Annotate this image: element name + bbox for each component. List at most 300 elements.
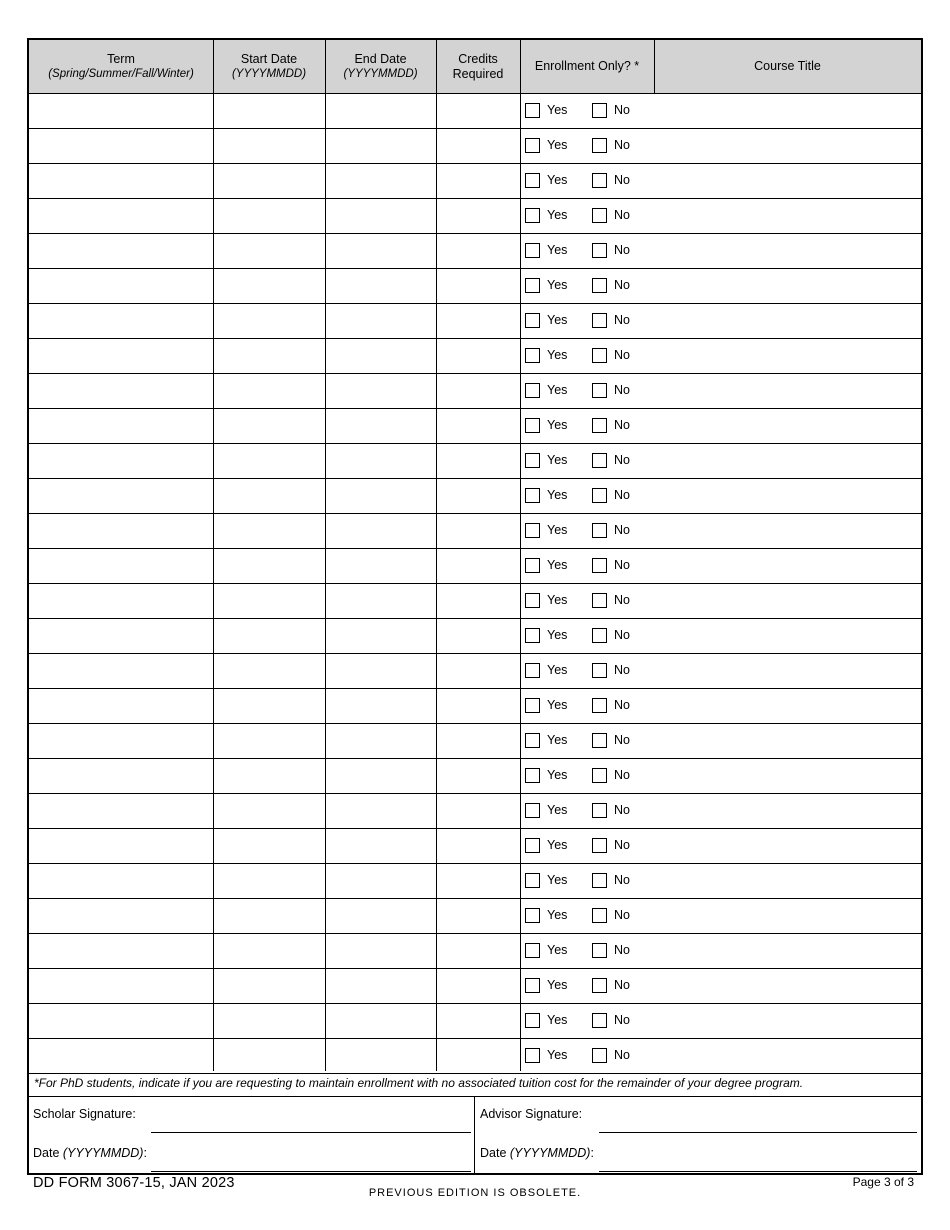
table-row	[29, 1039, 921, 1074]
term-cell[interactable]	[29, 934, 213, 968]
enrollment-yes-label: Yes	[547, 208, 568, 222]
enrollment-yes-label: Yes	[547, 803, 568, 817]
course-title-cell[interactable]	[654, 514, 921, 548]
course-title-cell[interactable]	[654, 829, 921, 863]
enrollment-yes-checkbox[interactable]	[525, 978, 540, 993]
term-cell[interactable]	[29, 444, 213, 478]
credits-cell[interactable]	[436, 199, 520, 233]
header-term	[29, 40, 213, 93]
table-row	[29, 934, 921, 969]
enrollment-no-checkbox[interactable]	[592, 943, 607, 958]
edition-note: PREVIOUS EDITION IS OBSOLETE.	[368, 1187, 582, 1199]
course-title-cell[interactable]	[654, 409, 921, 443]
enrollment-yes-checkbox[interactable]	[525, 768, 540, 783]
header-credits-label: Credits	[458, 51, 498, 66]
header-term-sub: (Spring/Summer/Fall/Winter)	[48, 67, 194, 80]
table-row	[29, 1004, 921, 1039]
term-cell[interactable]	[29, 339, 213, 373]
end-date-cell[interactable]	[325, 689, 436, 723]
enrollment-yes-checkbox[interactable]	[525, 558, 540, 573]
enrollment-yes-checkbox[interactable]	[525, 838, 540, 853]
enrollment-yes-label: Yes	[547, 768, 568, 782]
end-date-cell[interactable]	[325, 304, 436, 338]
credits-cell[interactable]	[436, 304, 520, 338]
enrollment-no-checkbox[interactable]	[592, 488, 607, 503]
enrollment-yes-checkbox[interactable]	[525, 803, 540, 818]
end-date-cell[interactable]	[325, 759, 436, 793]
enrollment-yes-label: Yes	[547, 978, 568, 992]
enrollment-no-label: No	[614, 978, 630, 992]
table-header	[29, 40, 921, 94]
end-date-cell[interactable]	[325, 374, 436, 408]
credits-cell[interactable]	[436, 129, 520, 163]
enrollment-no-label: No	[614, 873, 630, 887]
start-date-cell[interactable]	[213, 479, 325, 513]
term-cell[interactable]	[29, 129, 213, 163]
enrollment-no-checkbox[interactable]	[592, 208, 607, 223]
advisor-signature-block	[476, 1097, 921, 1175]
course-title-cell[interactable]	[654, 934, 921, 968]
credits-cell[interactable]	[436, 269, 520, 303]
table-row	[29, 654, 921, 689]
course-title-cell[interactable]	[654, 689, 921, 723]
enrollment-yes-checkbox[interactable]	[525, 313, 540, 328]
credits-cell[interactable]	[436, 864, 520, 898]
end-date-cell[interactable]	[325, 199, 436, 233]
enrollment-yes-label: Yes	[547, 838, 568, 852]
enrollment-no-label: No	[614, 663, 630, 677]
enrollment-no-checkbox[interactable]	[592, 453, 607, 468]
scholar-date-format: (YYYYMMDD)	[62, 1146, 144, 1160]
term-cell[interactable]	[29, 199, 213, 233]
end-date-cell[interactable]	[325, 409, 436, 443]
table-row	[29, 514, 921, 549]
credits-cell[interactable]	[436, 234, 520, 268]
end-date-cell[interactable]	[325, 514, 436, 548]
enrollment-yes-label: Yes	[547, 593, 568, 607]
end-date-cell[interactable]	[325, 444, 436, 478]
course-title-cell[interactable]	[654, 759, 921, 793]
term-cell[interactable]	[29, 724, 213, 758]
table-row	[29, 724, 921, 759]
enrollment-no-label: No	[614, 383, 630, 397]
term-cell[interactable]	[29, 1039, 213, 1073]
credits-cell[interactable]	[436, 794, 520, 828]
enrollment-no-checkbox[interactable]	[592, 628, 607, 643]
enrollment-no-label: No	[614, 243, 630, 257]
end-date-cell[interactable]	[325, 479, 436, 513]
enrollment-yes-checkbox[interactable]	[525, 173, 540, 188]
enrollment-yes-checkbox[interactable]	[525, 698, 540, 713]
start-date-cell[interactable]	[213, 199, 325, 233]
term-cell[interactable]	[29, 234, 213, 268]
enrollment-no-label: No	[614, 1048, 630, 1062]
scholar-signature-label: Scholar Signature:	[33, 1107, 136, 1121]
start-date-cell[interactable]	[213, 864, 325, 898]
table-row	[29, 619, 921, 654]
term-cell[interactable]	[29, 899, 213, 933]
table-row	[29, 304, 921, 339]
start-date-cell[interactable]	[213, 514, 325, 548]
term-cell[interactable]	[29, 479, 213, 513]
enrollment-no-label: No	[614, 453, 630, 467]
enrollment-yes-label: Yes	[547, 103, 568, 117]
enrollment-yes-label: Yes	[547, 908, 568, 922]
start-date-cell[interactable]	[213, 129, 325, 163]
end-date-cell[interactable]	[325, 234, 436, 268]
enrollment-yes-checkbox[interactable]	[525, 1048, 540, 1063]
course-title-cell[interactable]	[654, 94, 921, 128]
enrollment-yes-checkbox[interactable]	[525, 453, 540, 468]
enrollment-no-label: No	[614, 208, 630, 222]
enrollment-yes-checkbox[interactable]	[525, 348, 540, 363]
enrollment-yes-checkbox[interactable]	[525, 138, 540, 153]
advisor-date-text: Date	[480, 1146, 507, 1160]
enrollment-no-label: No	[614, 768, 630, 782]
enrollment-no-checkbox[interactable]	[592, 523, 607, 538]
enrollment-yes-checkbox[interactable]	[525, 908, 540, 923]
course-table-form	[27, 38, 923, 1175]
enrollment-yes-checkbox[interactable]	[525, 488, 540, 503]
start-date-cell[interactable]	[213, 829, 325, 863]
enrollment-yes-label: Yes	[547, 733, 568, 747]
table-row	[29, 374, 921, 409]
course-title-cell[interactable]	[654, 199, 921, 233]
enrollment-yes-label: Yes	[547, 173, 568, 187]
table-row	[29, 969, 921, 1004]
enrollment-no-checkbox[interactable]	[592, 698, 607, 713]
enrollment-no-checkbox[interactable]	[592, 978, 607, 993]
start-date-cell[interactable]	[213, 234, 325, 268]
enrollment-no-checkbox[interactable]	[592, 138, 607, 153]
start-date-cell[interactable]	[213, 269, 325, 303]
start-date-cell[interactable]	[213, 689, 325, 723]
table-row	[29, 759, 921, 794]
start-date-cell[interactable]	[213, 759, 325, 793]
term-cell[interactable]	[29, 619, 213, 653]
term-cell[interactable]	[29, 164, 213, 198]
credits-cell[interactable]	[436, 584, 520, 618]
header-start-date-label: Start Date	[240, 51, 298, 66]
course-title-cell[interactable]	[654, 444, 921, 478]
header-end-date	[325, 40, 436, 93]
course-title-cell[interactable]	[654, 864, 921, 898]
enrollment-no-checkbox[interactable]	[592, 838, 607, 853]
advisor-signature-field[interactable]	[599, 1132, 917, 1133]
table-row	[29, 409, 921, 444]
enrollment-yes-checkbox[interactable]	[525, 873, 540, 888]
enrollment-no-label: No	[614, 803, 630, 817]
enrollment-yes-checkbox[interactable]	[525, 103, 540, 118]
start-date-cell[interactable]	[213, 164, 325, 198]
table-row	[29, 689, 921, 724]
credits-cell[interactable]	[436, 759, 520, 793]
credits-cell[interactable]	[436, 479, 520, 513]
credits-cell[interactable]	[436, 409, 520, 443]
table-row	[29, 864, 921, 899]
end-date-cell[interactable]	[325, 94, 436, 128]
start-date-cell[interactable]	[213, 339, 325, 373]
enrollment-no-label: No	[614, 943, 630, 957]
credits-cell[interactable]	[436, 374, 520, 408]
start-date-cell[interactable]	[213, 724, 325, 758]
start-date-cell[interactable]	[213, 304, 325, 338]
start-date-cell[interactable]	[213, 1039, 325, 1073]
enrollment-no-checkbox[interactable]	[592, 243, 607, 258]
term-cell[interactable]	[29, 409, 213, 443]
enrollment-yes-label: Yes	[547, 488, 568, 502]
enrollment-yes-label: Yes	[547, 558, 568, 572]
start-date-cell[interactable]	[213, 549, 325, 583]
enrollment-no-checkbox[interactable]	[592, 348, 607, 363]
course-title-cell[interactable]	[654, 969, 921, 1003]
page-number: Page 3 of 3	[852, 1175, 914, 1189]
enrollment-yes-label: Yes	[547, 138, 568, 152]
course-title-cell[interactable]	[654, 339, 921, 373]
enrollment-yes-checkbox[interactable]	[525, 733, 540, 748]
credits-cell[interactable]	[436, 969, 520, 1003]
header-credits	[436, 40, 520, 93]
course-title-cell[interactable]	[654, 374, 921, 408]
header-end-date-label: End Date	[354, 51, 407, 66]
enrollment-yes-checkbox[interactable]	[525, 418, 540, 433]
end-date-cell[interactable]	[325, 164, 436, 198]
enrollment-no-checkbox[interactable]	[592, 313, 607, 328]
term-cell[interactable]	[29, 94, 213, 128]
credits-cell[interactable]	[436, 934, 520, 968]
start-date-cell[interactable]	[213, 409, 325, 443]
enrollment-no-checkbox[interactable]	[592, 908, 607, 923]
credits-cell[interactable]	[436, 164, 520, 198]
credits-cell[interactable]	[436, 549, 520, 583]
course-title-cell[interactable]	[654, 1004, 921, 1038]
end-date-cell[interactable]	[325, 269, 436, 303]
header-term-label: Term	[107, 51, 135, 66]
end-date-cell[interactable]	[325, 864, 436, 898]
end-date-cell[interactable]	[325, 549, 436, 583]
end-date-cell[interactable]	[325, 339, 436, 373]
enrollment-no-label: No	[614, 698, 630, 712]
enrollment-yes-checkbox[interactable]	[525, 593, 540, 608]
enrollment-no-checkbox[interactable]	[592, 278, 607, 293]
term-cell[interactable]	[29, 864, 213, 898]
scholar-signature-field[interactable]	[151, 1132, 471, 1133]
table-row	[29, 164, 921, 199]
enrollment-no-label: No	[614, 103, 630, 117]
enrollment-yes-checkbox[interactable]	[525, 383, 540, 398]
footnote: *For PhD students, indicate if you are requesting to maintain enrollment with no associated tuition cost for the remainder of your degree program.	[29, 1071, 921, 1097]
course-title-cell[interactable]	[654, 1039, 921, 1073]
start-date-cell[interactable]	[213, 654, 325, 688]
enrollment-no-checkbox[interactable]	[592, 418, 607, 433]
end-date-cell[interactable]	[325, 654, 436, 688]
course-title-cell[interactable]	[654, 584, 921, 618]
column-divider	[654, 40, 655, 93]
advisor-date-label	[480, 1146, 594, 1160]
enrollment-yes-label: Yes	[547, 453, 568, 467]
credits-cell[interactable]	[436, 829, 520, 863]
end-date-cell[interactable]	[325, 899, 436, 933]
enrollment-no-label: No	[614, 418, 630, 432]
enrollment-no-label: No	[614, 733, 630, 747]
course-title-cell[interactable]	[654, 899, 921, 933]
enrollment-no-label: No	[614, 1013, 630, 1027]
end-date-cell[interactable]	[325, 829, 436, 863]
credits-cell[interactable]	[436, 94, 520, 128]
enrollment-no-label: No	[614, 593, 630, 607]
scholar-date-text: Date	[33, 1146, 60, 1160]
term-cell[interactable]	[29, 584, 213, 618]
credits-cell[interactable]	[436, 724, 520, 758]
scholar-date-colon: :	[143, 1146, 147, 1160]
course-title-cell[interactable]	[654, 269, 921, 303]
term-cell[interactable]	[29, 794, 213, 828]
scholar-signature-block	[29, 1097, 475, 1175]
enrollment-no-checkbox[interactable]	[592, 663, 607, 678]
term-cell[interactable]	[29, 969, 213, 1003]
enrollment-no-label: No	[614, 908, 630, 922]
enrollment-no-checkbox[interactable]	[592, 803, 607, 818]
advisor-date-format: (YYYYMMDD)	[509, 1146, 591, 1160]
credits-cell[interactable]	[436, 619, 520, 653]
credits-cell[interactable]	[436, 339, 520, 373]
course-title-cell[interactable]	[654, 304, 921, 338]
term-cell[interactable]	[29, 269, 213, 303]
enrollment-no-label: No	[614, 138, 630, 152]
start-date-cell[interactable]	[213, 94, 325, 128]
term-cell[interactable]	[29, 514, 213, 548]
term-cell[interactable]	[29, 829, 213, 863]
table-row	[29, 199, 921, 234]
end-date-cell[interactable]	[325, 1004, 436, 1038]
enrollment-no-label: No	[614, 348, 630, 362]
course-title-cell[interactable]	[654, 479, 921, 513]
course-title-cell[interactable]	[654, 234, 921, 268]
credits-cell[interactable]	[436, 899, 520, 933]
enrollment-yes-label: Yes	[547, 1013, 568, 1027]
table-row	[29, 899, 921, 934]
end-date-cell[interactable]	[325, 969, 436, 1003]
header-end-date-sub: (YYYYMMDD)	[343, 67, 418, 80]
enrollment-yes-label: Yes	[547, 278, 568, 292]
start-date-cell[interactable]	[213, 934, 325, 968]
start-date-cell[interactable]	[213, 899, 325, 933]
term-cell[interactable]	[29, 759, 213, 793]
start-date-cell[interactable]	[213, 1004, 325, 1038]
enrollment-no-checkbox[interactable]	[592, 173, 607, 188]
enrollment-no-checkbox[interactable]	[592, 1048, 607, 1063]
table-row	[29, 444, 921, 479]
header-start-date-sub: (YYYYMMDD)	[231, 67, 307, 80]
header-credits-sub: Required	[452, 66, 504, 81]
enrollment-no-checkbox[interactable]	[592, 103, 607, 118]
credits-cell[interactable]	[436, 1039, 520, 1073]
term-cell[interactable]	[29, 549, 213, 583]
end-date-cell[interactable]	[325, 1039, 436, 1073]
credits-cell[interactable]	[436, 1004, 520, 1038]
start-date-cell[interactable]	[213, 794, 325, 828]
term-cell[interactable]	[29, 654, 213, 688]
credits-cell[interactable]	[436, 689, 520, 723]
end-date-cell[interactable]	[325, 934, 436, 968]
end-date-cell[interactable]	[325, 619, 436, 653]
enrollment-yes-label: Yes	[547, 418, 568, 432]
enrollment-no-label: No	[614, 523, 630, 537]
header-enrollment-only	[520, 40, 654, 93]
header-start-date	[213, 40, 325, 93]
enrollment-no-label: No	[614, 313, 630, 327]
course-title-cell[interactable]	[654, 164, 921, 198]
course-title-cell[interactable]	[654, 619, 921, 653]
enrollment-yes-checkbox[interactable]	[525, 208, 540, 223]
credits-cell[interactable]	[436, 514, 520, 548]
enrollment-no-checkbox[interactable]	[592, 383, 607, 398]
course-title-cell[interactable]	[654, 654, 921, 688]
enrollment-yes-label: Yes	[547, 313, 568, 327]
end-date-cell[interactable]	[325, 129, 436, 163]
enrollment-yes-checkbox[interactable]	[525, 523, 540, 538]
table-row	[29, 94, 921, 129]
header-enrollment-label: Enrollment Only? *	[534, 59, 640, 73]
enrollment-no-checkbox[interactable]	[592, 733, 607, 748]
start-date-cell[interactable]	[213, 969, 325, 1003]
enrollment-no-checkbox[interactable]	[592, 558, 607, 573]
enrollment-yes-label: Yes	[547, 348, 568, 362]
term-cell[interactable]	[29, 689, 213, 723]
enrollment-yes-checkbox[interactable]	[525, 243, 540, 258]
header-course-title	[654, 40, 921, 93]
scholar-date-label	[33, 1146, 147, 1160]
end-date-cell[interactable]	[325, 584, 436, 618]
term-cell[interactable]	[29, 304, 213, 338]
start-date-cell[interactable]	[213, 374, 325, 408]
start-date-cell[interactable]	[213, 584, 325, 618]
enrollment-yes-checkbox[interactable]	[525, 663, 540, 678]
end-date-cell[interactable]	[325, 794, 436, 828]
table-row	[29, 549, 921, 584]
table-row	[29, 829, 921, 864]
enrollment-no-checkbox[interactable]	[592, 768, 607, 783]
table-row	[29, 234, 921, 269]
enrollment-yes-checkbox[interactable]	[525, 1013, 540, 1028]
course-title-cell[interactable]	[654, 794, 921, 828]
term-cell[interactable]	[29, 1004, 213, 1038]
enrollment-no-label: No	[614, 173, 630, 187]
advisor-signature-label: Advisor Signature:	[480, 1107, 583, 1121]
table-row	[29, 794, 921, 829]
scholar-date-field[interactable]	[151, 1171, 471, 1172]
term-cell[interactable]	[29, 374, 213, 408]
course-title-cell[interactable]	[654, 129, 921, 163]
enrollment-yes-checkbox[interactable]	[525, 628, 540, 643]
enrollment-yes-checkbox[interactable]	[525, 943, 540, 958]
start-date-cell[interactable]	[213, 619, 325, 653]
advisor-date-field[interactable]	[599, 1171, 917, 1172]
start-date-cell[interactable]	[213, 444, 325, 478]
enrollment-no-checkbox[interactable]	[592, 873, 607, 888]
end-date-cell[interactable]	[325, 724, 436, 758]
advisor-date-colon: :	[590, 1146, 594, 1160]
enrollment-yes-checkbox[interactable]	[525, 278, 540, 293]
enrollment-no-label: No	[614, 488, 630, 502]
enrollment-no-checkbox[interactable]	[592, 593, 607, 608]
credits-cell[interactable]	[436, 654, 520, 688]
course-title-cell[interactable]	[654, 549, 921, 583]
enrollment-no-checkbox[interactable]	[592, 1013, 607, 1028]
table-row	[29, 479, 921, 514]
credits-cell[interactable]	[436, 444, 520, 478]
course-title-cell[interactable]	[654, 724, 921, 758]
